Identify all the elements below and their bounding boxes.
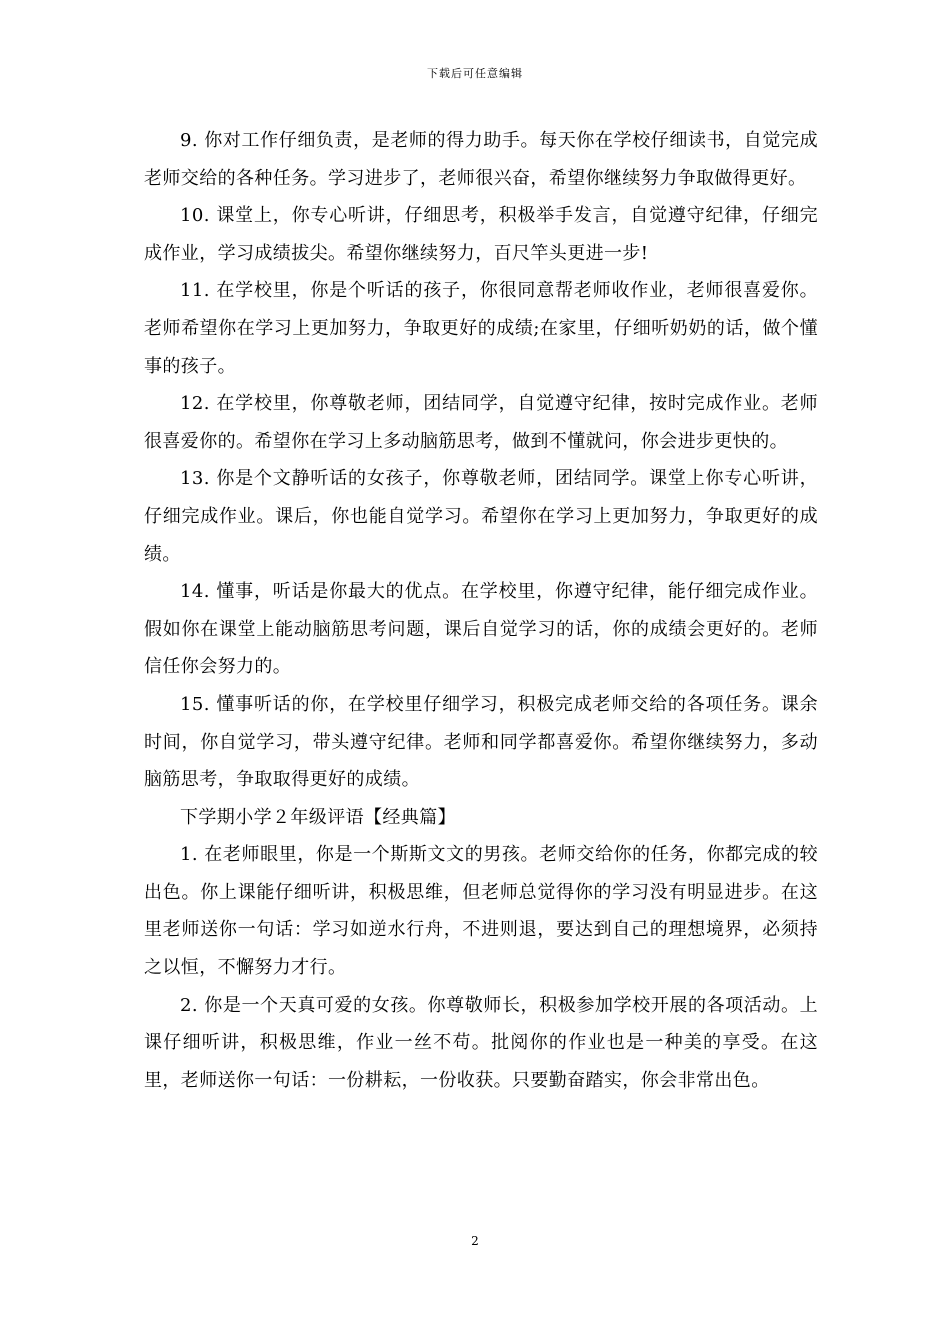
comment-paragraph-9: 9. 你对工作仔细负责，是老师的得力助手。每天你在学校仔细读书，自觉完成老师交给的各种任务。学习进步了，老师很兴奋，希望你继续努力争取做得更好。 (144, 130, 818, 189)
document-body (144, 122, 818, 1099)
page-header: 下载后可任意编辑 (427, 67, 523, 80)
comment-paragraph-15: 15. 懂事听话的你，在学校里仔细学习，积极完成老师交给的各项任务。课余时间，你自觉学习，带头遵守纪律。老师和同学都喜爱你。希望你继续努力，多动脑筋思考，争取取得更好的成绩。 (144, 693, 818, 791)
page-number: 2 (471, 1234, 479, 1248)
section-title: 下学期小学２年级评语【经典篇】 (180, 806, 456, 828)
comment-paragraph-14: 14. 懂事，听话是你最大的优点。在学校里，你遵守纪律，能仔细完成作业。假如你在课堂上能动脑筋思考问题，课后自觉学习的话，你的成绩会更好的。老师信任你会努力的。 (144, 581, 818, 678)
section-comment-paragraph-1: 1. 在老师眼里，你是一个斯斯文文的男孩。老师交给你的任务，你都完成的较出色。你上课能仔细听讲，积极思维，但老师总觉得你的学习没有明显进步。在这里老师送你一句话：学习如逆水行舟，不进则退，要达到自己的理想境界，必须持之以恒，不懈努力才行。 (144, 844, 818, 979)
comment-paragraph-12: 12. 在学校里，你尊敬老师，团结同学，自觉遵守纪律，按时完成作业。老师很喜爱你的。希望你在学习上多动脑筋思考，做到不懂就问，你会进步更快的。 (144, 393, 818, 452)
comment-paragraph-11: 11. 在学校里，你是个听话的孩子，你很同意帮老师收作业，老师很喜爱你。老师希望你在学习上更加努力，争取更好的成绩;在家里，仔细听奶奶的话，做个懂事的孩子。 (144, 280, 818, 377)
comment-paragraph-10: 10. 课堂上，你专心听讲，仔细思考，积极举手发言，自觉遵守纪律，仔细完成作业，学习成绩拔尖。希望你继续努力，百尺竿头更进一步! (144, 205, 818, 264)
section-comment-paragraph-2: 2. 你是一个天真可爱的女孩。你尊敬师长，积极参加学校开展的各项活动。上课仔细听讲，积极思维，作业一丝不苟。批阅你的作业也是一种美的享受。在这里，老师送你一句话：一份耕耘，一份收获。只要勤奋踏实，你会非常出色。 (144, 994, 818, 1091)
comment-paragraph-13: 13. 你是个文静听话的女孩子，你尊敬老师，团结同学。课堂上你专心听讲，仔细完成作业。课后，你也能自觉学习。希望你在学习上更加努力，争取更好的成绩。 (144, 468, 818, 565)
